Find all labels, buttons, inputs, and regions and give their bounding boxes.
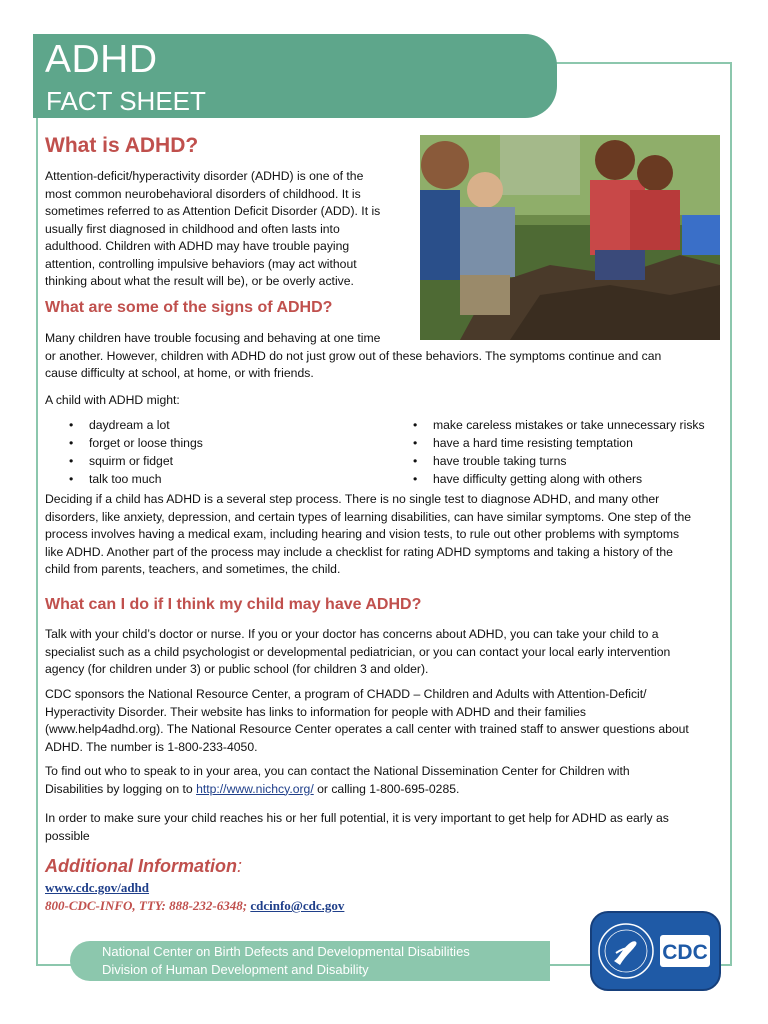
list-item: • squirm or fidget <box>69 454 173 468</box>
signs-list-right <box>409 416 705 488</box>
text-line: To find out who to speak to in your area, you can contact the National Dissemination Center for Children with <box>45 764 630 778</box>
list-item: • make careless mistakes or take unnecessary risks <box>413 418 705 432</box>
footer-division-name: Division of Human Development and Disability <box>102 962 369 977</box>
list-item: • talk too much <box>69 472 162 486</box>
section-heading-what-can-i-do: What can I do if I think my child may have ADHD? <box>45 596 422 613</box>
page-title: ADHD <box>45 38 158 81</box>
footer-banner <box>70 941 550 981</box>
list-item: • daydream a lot <box>69 418 170 432</box>
section-what-can-i-do-p2 <box>45 686 721 756</box>
cdc-logo-text: CDC <box>662 941 708 964</box>
section-signs-intro <box>45 330 721 383</box>
cdc-logo <box>590 911 721 991</box>
nichcy-link[interactable]: http://www.nichcy.org/ <box>196 781 314 796</box>
text-line: disorders, like anxiety, depression, and certain types of learning disabilities, can have similar symptoms. One step of the <box>45 509 692 524</box>
section-what-can-i-do-p4 <box>45 810 721 845</box>
text-line: possible <box>45 828 90 843</box>
text-line: thinking about what the result will be), or be overly active. <box>45 274 354 288</box>
text-line: Hyperactivity Disorder. Their website has links to information for people with ADHD and their families <box>45 704 586 719</box>
section-signs-outro <box>45 491 721 579</box>
cdc-adhd-link[interactable]: www.cdc.gov/adhd <box>45 880 150 895</box>
email-link[interactable]: cdcinfo@cdc.gov <box>250 898 345 913</box>
text-line: Disabilities by logging on to http://www.nichcy.org/ or calling 1-800-695-0285. <box>45 781 460 796</box>
text-line: most common neurobehavioral disorders of childhood. It is <box>45 186 361 201</box>
contact-line: 800-CDC-INFO, TTY: 888-232-6348; cdcinfo@cdc.gov <box>45 898 345 913</box>
page-subtitle: FACT SHEET <box>46 86 206 116</box>
section-what-can-i-do-p3 <box>45 763 721 798</box>
header-banner <box>33 34 557 118</box>
text-line: adulthood. Children with ADHD may have trouble paying <box>45 239 350 253</box>
text-line: CDC sponsors the National Resource Center, a program of CHADD – Children and Adults with Attention-Deficit/ <box>45 687 647 701</box>
list-item: • have a hard time resisting temptation <box>413 436 633 450</box>
list-item: • forget or loose things <box>69 436 203 450</box>
text-line: In order to make sure your child reaches his or her full potential, it is very important to get help for ADHD as early as <box>45 811 669 825</box>
text-line: Attention-deficit/hyperactivity disorder (ADHD) is one of the <box>45 169 364 183</box>
text-line: (www.help4adhd.org). The National Resource Center operates a call center with trained staff to answer questions about <box>45 722 689 736</box>
signs-lead: A child with ADHD might: <box>45 393 180 407</box>
text-line: process involves having a medical exam, including hearing and vision tests, to rule out other problems with symptoms <box>45 527 680 541</box>
list-item: • have difficulty getting along with others <box>413 472 643 486</box>
text-line: cause difficulty at school, at home, or with friends. <box>45 366 314 380</box>
footer-center-name: National Center on Birth Defects and Developmental Disabilities <box>102 944 470 959</box>
signs-list-left <box>65 416 203 488</box>
section-what-can-i-do-p1 <box>45 626 721 679</box>
text-line: Deciding if a child has ADHD is a several step process. There is no single test to diagnose ADHD, and many other <box>45 492 660 506</box>
section-what-is-body <box>45 168 415 291</box>
text-line: child from parents, teachers, and sometimes, the child. <box>45 562 341 576</box>
text-line: Talk with your child’s doctor or nurse. If you or your doctor has concerns about ADHD, you can take your child to a <box>45 627 659 641</box>
text-line: agency (for children under 3) or public school (for children 3 and older). <box>45 662 429 676</box>
text-line: specialist such as a child psychologist or developmental pediatrician, or you can contact your local early intervention <box>45 644 671 659</box>
children-photo <box>420 135 720 340</box>
list-item: • have trouble taking turns <box>413 454 567 468</box>
additional-info-heading: Additional Information: <box>45 856 242 876</box>
text-line: attention, controlling impulsive behaviors (may act without <box>45 256 357 271</box>
section-heading-what-is: What is ADHD? <box>45 134 199 157</box>
text-line: Many children have trouble focusing and behaving at one time <box>45 331 381 345</box>
text-line: like ADHD. Another part of the process may include a checklist for rating ADHD symptoms and taking a history of the <box>45 544 673 559</box>
text-line: sometimes referred to as Attention Deficit Disorder (ADD). It is <box>45 204 381 218</box>
text-line: usually first diagnosed in childhood and often lasts into <box>45 221 340 236</box>
text-line: ADHD. The number is 1-800-233-4050. <box>45 739 258 754</box>
text-line: or another. However, children with ADHD do not just grow out of these behaviors. The symptoms continue and can <box>45 348 662 363</box>
section-heading-signs: What are some of the signs of ADHD? <box>45 299 333 316</box>
